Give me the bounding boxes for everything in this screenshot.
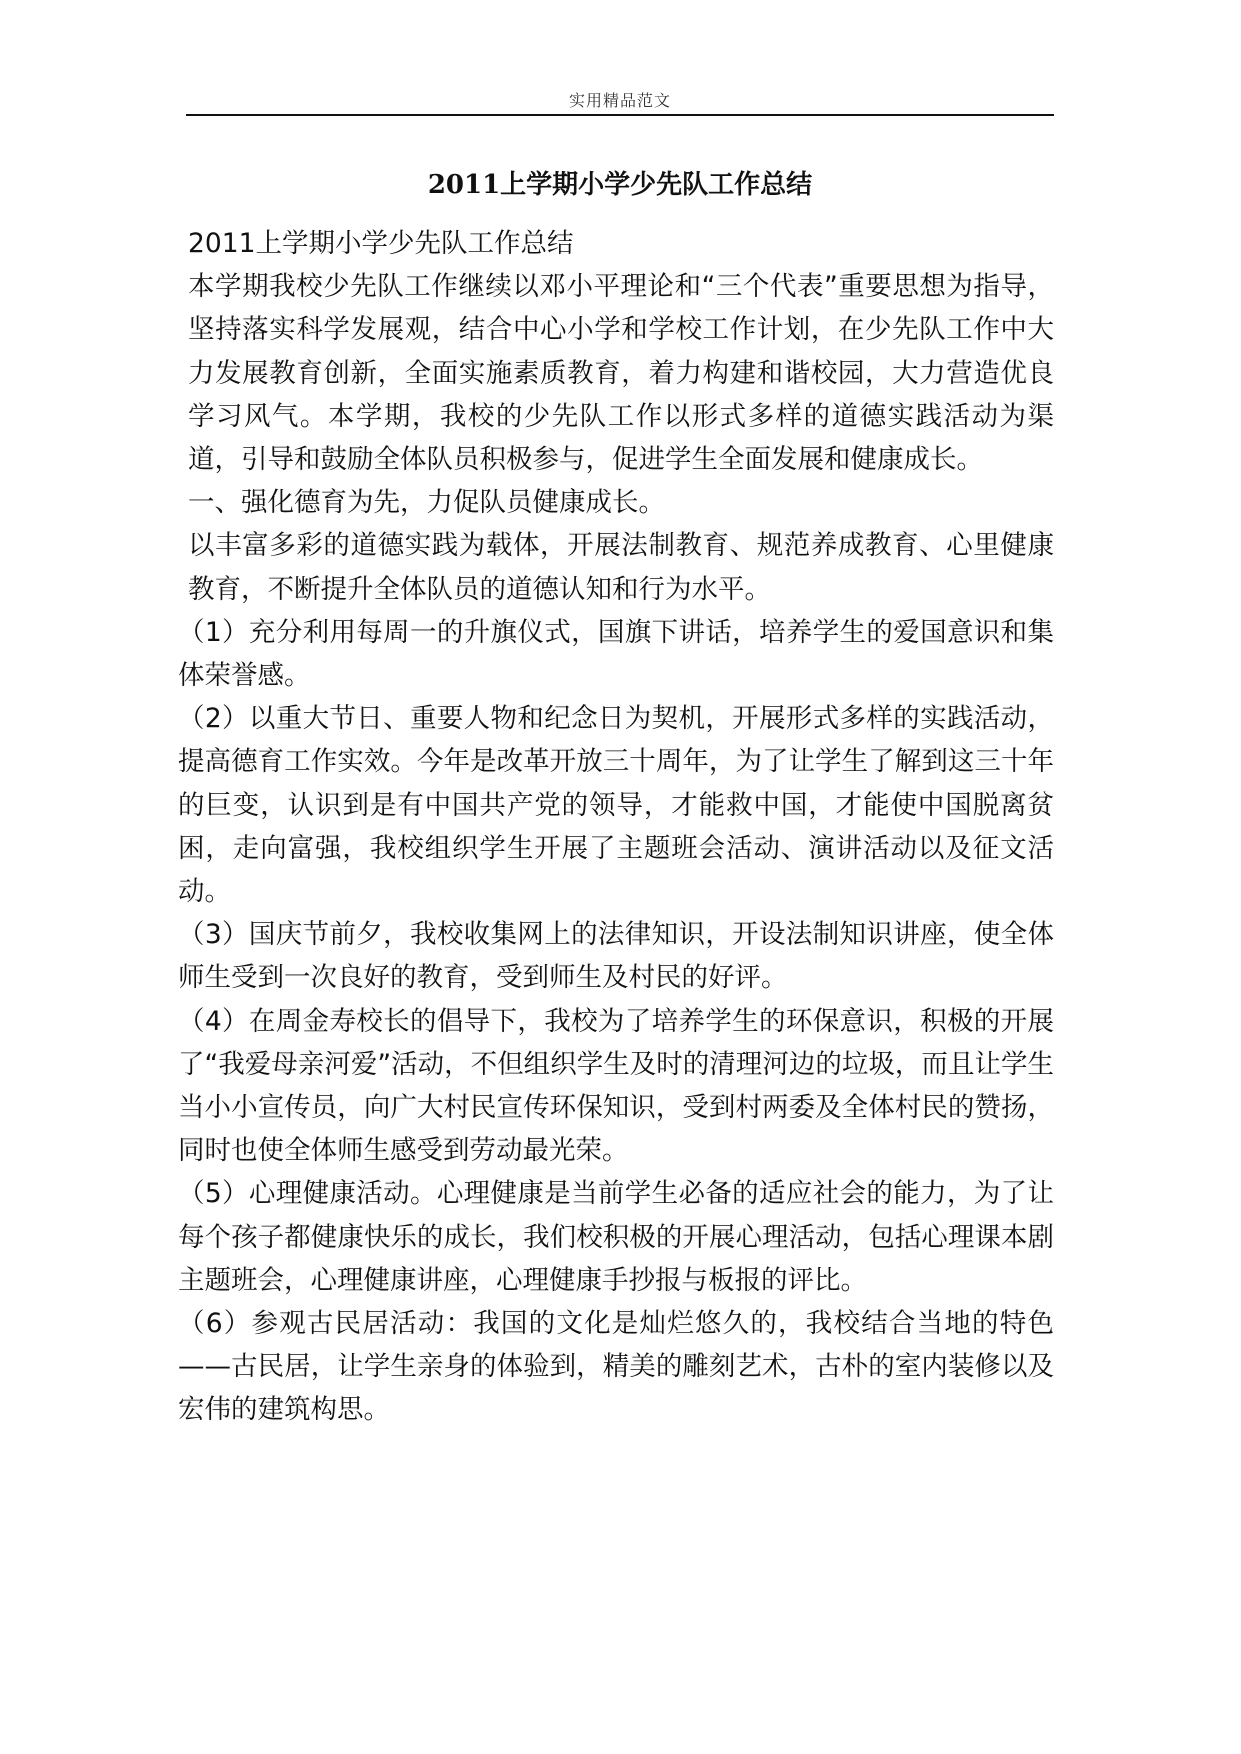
paragraph-subtitle: 2011上学期小学少先队工作总结: [188, 228, 574, 259]
paragraph-section-intro: 以丰富多彩的道德实践为载体，开展法制教育、规范养成教育、心里健康教育，不断提升全体队员的道德认知和行为水平。: [188, 530, 1054, 605]
list-item-2: （2）以重大节日、重要人物和纪念日为契机，开展形式多样的实践活动，提高德育工作实效。今年是改革开放三十周年，为了让学生了解到这三十年的巨变，认识到是有中国共产党的领导，才能救中国，才能使中国脱离贫困，走向富强，我校组织学生开展了主题班会活动、演讲活动以及征文活动。: [178, 703, 1054, 908]
list-item-3: （3）国庆节前夕，我校收集网上的法律知识，开设法制知识讲座，使全体师生受到一次良好的教育，受到师生及村民的好评。: [178, 919, 1054, 994]
list-item-1: （1）充分利用每周一的升旗仪式，国旗下讲话，培养学生的爱国意识和集体荣誉感。: [178, 616, 1054, 692]
paragraph-intro: 本学期我校少先队工作继续以邓小平理论和“三个代表”重要思想为指导，坚持落实科学发展观，结合中心小学和学校工作计划，在少先队工作中大力发展教育创新，全面实施素质教育，着力构建和谐校园，大力营造优良学习风气。本学期，我校的少先队工作以形式多样的道德实践活动为渠道，引导和鼓励全体队员积极参与，促进学生全面发展和健康成长。: [188, 271, 1054, 476]
list-item-4: （4）在周金寿校长的倡导下，我校为了培养学生的环保意识，积极的开展了“我爱母亲河爱”活动，不但组织学生及时的清理河边的垃圾，而且让学生当小小宣传员，向广大村民宣传环保知识，受到村两委及全体村民的赞扬，同时也使全体师生感受到劳动最光荣。: [178, 1005, 1054, 1167]
page-header: 实用精品范文: [568, 91, 671, 110]
list-item-5: （5）心理健康活动。心理健康是当前学生必备的适应社会的能力，为了让每个孩子都健康快乐的成长，我们校积极的开展心理活动，包括心理课本剧主题班会，心理健康讲座，心理健康手抄报与板报的评比。: [178, 1178, 1054, 1296]
list-item-6: （6）参观古民居活动：我国的文化是灿烂悠久的，我校结合当地的特色——古民居，让学生亲身的体验到，精美的雕刻艺术，古朴的室内装修以及宏伟的建筑构思。: [178, 1308, 1054, 1426]
section-heading: 一、强化德育为先，力促队员健康成长。: [188, 487, 665, 519]
header-divider: [186, 114, 1054, 116]
document-body: [178, 222, 1054, 1432]
document-title: 2011上学期小学少先队工作总结: [427, 170, 813, 200]
